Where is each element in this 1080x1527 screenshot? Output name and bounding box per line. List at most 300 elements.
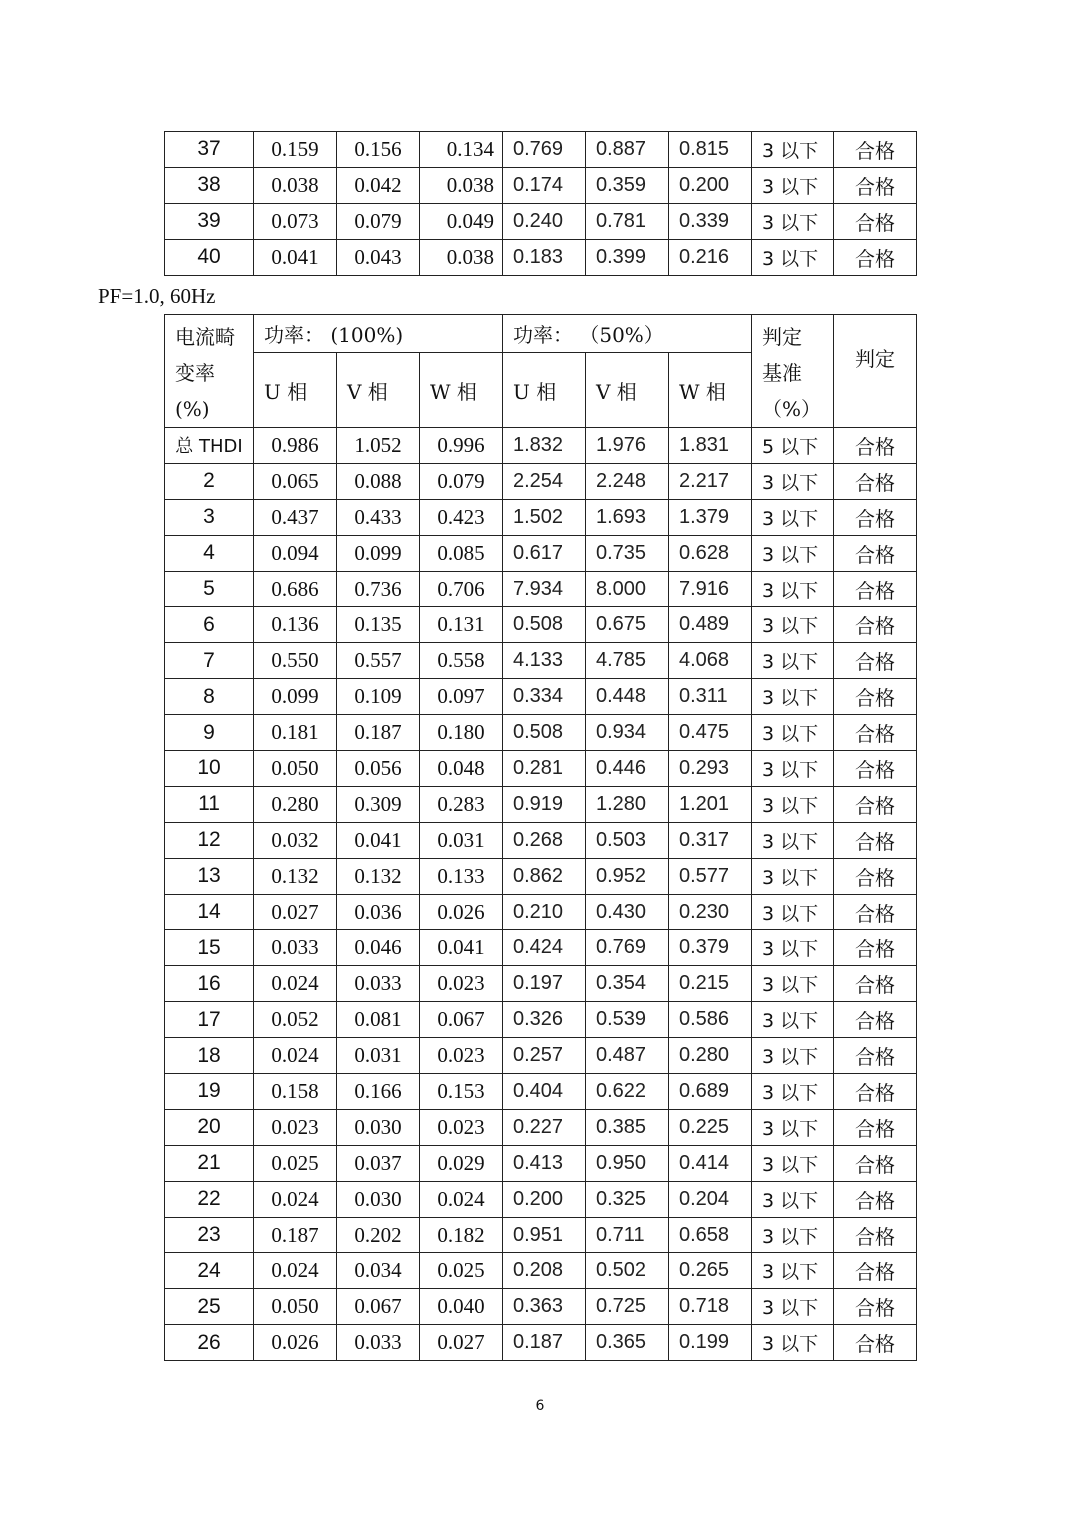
cell-criteria: 3 以下: [752, 132, 834, 168]
cell-u-50: 0.257: [503, 1038, 586, 1074]
cell-result: 合格: [834, 1074, 917, 1110]
cell-v-50: 0.354: [586, 966, 669, 1002]
cell-w-50: 0.204: [669, 1181, 752, 1217]
table-row: [165, 1217, 917, 1253]
header-phase-v-50: V 相: [586, 353, 669, 428]
cell-u-50: 0.404: [503, 1074, 586, 1110]
cell-result: 合格: [834, 1002, 917, 1038]
cell-v-50: 0.399: [586, 239, 669, 275]
cell-v-50: 0.711: [586, 1217, 669, 1253]
cell-w-50: 0.311: [669, 679, 752, 715]
header-judgement: 判定: [834, 315, 917, 428]
table-row: [165, 132, 917, 168]
cell-result: 合格: [834, 715, 917, 751]
table-row: [165, 571, 917, 607]
cell-v-50: 0.725: [586, 1289, 669, 1325]
cell-u-50: 0.919: [503, 786, 586, 822]
table-row: [165, 167, 917, 203]
cell-v-100: 0.041: [337, 822, 420, 858]
cell-u-100: 0.027: [254, 894, 337, 930]
table-row: [165, 1145, 917, 1181]
cell-criteria: 3 以下: [752, 463, 834, 499]
cell-order: 8: [165, 679, 254, 715]
cell-result: 合格: [834, 1181, 917, 1217]
cell-w-100: 0.024: [420, 1181, 503, 1217]
cell-w-100: 0.097: [420, 679, 503, 715]
cell-w-50: 1.201: [669, 786, 752, 822]
cell-order: 14: [165, 894, 254, 930]
cell-v-50: 0.539: [586, 1002, 669, 1038]
cell-u-100: 0.099: [254, 679, 337, 715]
header-phase-u-50: U 相: [503, 353, 586, 428]
header-rate-line1: 电流畸: [175, 325, 235, 349]
cell-v-100: 0.034: [337, 1253, 420, 1289]
cell-u-50: 0.208: [503, 1253, 586, 1289]
cell-u-50: 0.326: [503, 1002, 586, 1038]
table-row: [165, 715, 917, 751]
cell-v-100: 0.109: [337, 679, 420, 715]
table-row: [165, 643, 917, 679]
cell-order: 6: [165, 607, 254, 643]
cell-u-50: 0.187: [503, 1325, 586, 1361]
cell-order: 15: [165, 930, 254, 966]
cell-criteria: 3 以下: [752, 1145, 834, 1181]
cell-v-50: 0.365: [586, 1325, 669, 1361]
cell-v-50: 2.248: [586, 463, 669, 499]
cell-criteria: 3 以下: [752, 1325, 834, 1361]
cell-u-50: 4.133: [503, 643, 586, 679]
cell-w-100: 0.040: [420, 1289, 503, 1325]
cell-v-100: 0.309: [337, 786, 420, 822]
cell-result: 合格: [834, 499, 917, 535]
cell-v-50: 0.385: [586, 1109, 669, 1145]
cell-v-100: 0.042: [337, 167, 420, 203]
top-table-body: [165, 132, 917, 276]
cell-w-100: 0.706: [420, 571, 503, 607]
cell-order: 40: [165, 239, 254, 275]
table-row: [165, 858, 917, 894]
cell-criteria: 3 以下: [752, 1253, 834, 1289]
cell-order: 5: [165, 571, 254, 607]
table-row: [165, 751, 917, 787]
table-row: [165, 822, 917, 858]
cell-u-50: 0.210: [503, 894, 586, 930]
cell-w-100: 0.558: [420, 643, 503, 679]
header-criteria-line2: 基准: [762, 361, 802, 385]
cell-v-100: 0.132: [337, 858, 420, 894]
cell-result: 合格: [834, 203, 917, 239]
cell-result: 合格: [834, 1253, 917, 1289]
cell-w-50: 0.586: [669, 1002, 752, 1038]
cell-criteria: 3 以下: [752, 239, 834, 275]
cell-v-100: 0.135: [337, 607, 420, 643]
cell-w-100: 0.182: [420, 1217, 503, 1253]
cell-criteria: 3 以下: [752, 1109, 834, 1145]
cell-result: 合格: [834, 1038, 917, 1074]
cell-criteria: 3 以下: [752, 167, 834, 203]
cell-u-100: 0.159: [254, 132, 337, 168]
cell-w-50: 0.293: [669, 751, 752, 787]
table-row: [165, 1325, 917, 1361]
harmonics-table-continued: [164, 131, 917, 276]
cell-order: 38: [165, 167, 254, 203]
cell-v-50: 0.487: [586, 1038, 669, 1074]
table-row: [165, 1109, 917, 1145]
cell-v-100: 0.557: [337, 643, 420, 679]
cell-result: 合格: [834, 463, 917, 499]
cell-order: 12: [165, 822, 254, 858]
cell-u-50: 7.934: [503, 571, 586, 607]
cell-u-100: 0.024: [254, 1253, 337, 1289]
cell-w-50: 0.475: [669, 715, 752, 751]
cell-order: 39: [165, 203, 254, 239]
cell-u-50: 1.832: [503, 428, 586, 464]
cell-order: 10: [165, 751, 254, 787]
cell-order: 总 THDI: [165, 428, 254, 464]
cell-u-100: 0.023: [254, 1109, 337, 1145]
cell-criteria: 3 以下: [752, 643, 834, 679]
cell-v-100: 0.202: [337, 1217, 420, 1253]
cell-criteria: 3 以下: [752, 1217, 834, 1253]
cell-criteria: 3 以下: [752, 499, 834, 535]
cell-w-100: 0.131: [420, 607, 503, 643]
cell-result: 合格: [834, 858, 917, 894]
cell-u-50: 0.183: [503, 239, 586, 275]
cell-u-100: 0.024: [254, 966, 337, 1002]
cell-w-50: 0.577: [669, 858, 752, 894]
cell-w-100: 0.134: [420, 132, 503, 168]
header-power-50: 功率： （50%）: [503, 315, 752, 353]
cell-result: 合格: [834, 1217, 917, 1253]
cell-result: 合格: [834, 1289, 917, 1325]
cell-w-100: 0.026: [420, 894, 503, 930]
cell-result: 合格: [834, 679, 917, 715]
cell-criteria: 3 以下: [752, 894, 834, 930]
cell-result: 合格: [834, 535, 917, 571]
cell-u-100: 0.065: [254, 463, 337, 499]
cell-result: 合格: [834, 239, 917, 275]
cell-w-50: 0.317: [669, 822, 752, 858]
cell-order: 17: [165, 1002, 254, 1038]
cell-v-100: 0.030: [337, 1181, 420, 1217]
cell-w-100: 0.029: [420, 1145, 503, 1181]
cell-w-100: 0.025: [420, 1253, 503, 1289]
cell-w-50: 0.225: [669, 1109, 752, 1145]
cell-u-100: 0.073: [254, 203, 337, 239]
header-power-100: 功率： (100%): [254, 315, 503, 353]
table-row: [165, 930, 917, 966]
cell-u-50: 0.200: [503, 1181, 586, 1217]
cell-criteria: 3 以下: [752, 535, 834, 571]
cell-order: 24: [165, 1253, 254, 1289]
cell-u-50: 0.197: [503, 966, 586, 1002]
cell-w-100: 0.996: [420, 428, 503, 464]
cell-w-50: 0.280: [669, 1038, 752, 1074]
cell-criteria: 3 以下: [752, 751, 834, 787]
cell-criteria: 3 以下: [752, 1074, 834, 1110]
cell-result: 合格: [834, 428, 917, 464]
cell-w-100: 0.079: [420, 463, 503, 499]
cell-w-50: 0.815: [669, 132, 752, 168]
cell-order: 26: [165, 1325, 254, 1361]
cell-result: 合格: [834, 1109, 917, 1145]
cell-w-100: 0.023: [420, 966, 503, 1002]
cell-u-100: 0.686: [254, 571, 337, 607]
cell-order: 4: [165, 535, 254, 571]
cell-u-100: 0.132: [254, 858, 337, 894]
cell-order: 25: [165, 1289, 254, 1325]
cell-result: 合格: [834, 607, 917, 643]
table-row: [165, 1181, 917, 1217]
cell-v-100: 0.433: [337, 499, 420, 535]
cell-w-100: 0.180: [420, 715, 503, 751]
cell-w-100: 0.038: [420, 167, 503, 203]
cell-u-50: 0.268: [503, 822, 586, 858]
cell-w-100: 0.049: [420, 203, 503, 239]
cell-v-50: 0.781: [586, 203, 669, 239]
cell-criteria: 3 以下: [752, 1289, 834, 1325]
cell-v-50: 1.693: [586, 499, 669, 535]
cell-result: 合格: [834, 643, 917, 679]
cell-result: 合格: [834, 786, 917, 822]
table-row: [165, 239, 917, 275]
cell-v-50: 8.000: [586, 571, 669, 607]
header-rate-line2: 变率: [175, 361, 215, 385]
cell-w-100: 0.067: [420, 1002, 503, 1038]
cell-u-50: 0.862: [503, 858, 586, 894]
cell-u-50: 0.769: [503, 132, 586, 168]
cell-v-100: 0.081: [337, 1002, 420, 1038]
cell-v-100: 0.067: [337, 1289, 420, 1325]
cell-result: 合格: [834, 1325, 917, 1361]
cell-criteria: 3 以下: [752, 1181, 834, 1217]
cell-criteria: 3 以下: [752, 786, 834, 822]
cell-order: 3: [165, 499, 254, 535]
cell-v-50: 0.950: [586, 1145, 669, 1181]
harmonics-table: [164, 314, 917, 1361]
table-row: [165, 203, 917, 239]
cell-w-50: 0.658: [669, 1217, 752, 1253]
cell-w-100: 0.027: [420, 1325, 503, 1361]
cell-result: 合格: [834, 167, 917, 203]
header-phase-u-100: U 相: [254, 353, 337, 428]
cell-u-100: 0.550: [254, 643, 337, 679]
cell-w-100: 0.085: [420, 535, 503, 571]
page-number: 6: [535, 1398, 545, 1414]
cell-v-50: 0.503: [586, 822, 669, 858]
cell-u-100: 0.033: [254, 930, 337, 966]
header-criteria: [752, 315, 834, 428]
cell-order: 13: [165, 858, 254, 894]
cell-w-100: 0.048: [420, 751, 503, 787]
cell-v-100: 0.156: [337, 132, 420, 168]
cell-w-50: 1.831: [669, 428, 752, 464]
main-table-body: [165, 428, 917, 1361]
cell-u-50: 0.281: [503, 751, 586, 787]
cell-u-50: 0.951: [503, 1217, 586, 1253]
cell-u-100: 0.158: [254, 1074, 337, 1110]
table-row: [165, 679, 917, 715]
cell-w-50: 0.689: [669, 1074, 752, 1110]
cell-criteria: 3 以下: [752, 1002, 834, 1038]
cell-u-100: 0.041: [254, 239, 337, 275]
cell-order: 16: [165, 966, 254, 1002]
cell-v-100: 0.088: [337, 463, 420, 499]
cell-u-100: 0.026: [254, 1325, 337, 1361]
cell-u-50: 0.424: [503, 930, 586, 966]
cell-w-50: 0.215: [669, 966, 752, 1002]
cell-u-100: 0.986: [254, 428, 337, 464]
cell-w-100: 0.038: [420, 239, 503, 275]
cell-criteria: 3 以下: [752, 607, 834, 643]
cell-criteria: 3 以下: [752, 203, 834, 239]
cell-v-100: 0.046: [337, 930, 420, 966]
cell-u-100: 0.024: [254, 1038, 337, 1074]
cell-order: 18: [165, 1038, 254, 1074]
table-row: [165, 786, 917, 822]
cell-v-100: 0.043: [337, 239, 420, 275]
cell-result: 合格: [834, 966, 917, 1002]
cell-v-50: 1.976: [586, 428, 669, 464]
cell-v-100: 0.099: [337, 535, 420, 571]
cell-w-100: 0.023: [420, 1038, 503, 1074]
cell-w-100: 0.041: [420, 930, 503, 966]
cell-v-100: 0.033: [337, 966, 420, 1002]
cell-w-50: 0.718: [669, 1289, 752, 1325]
cell-v-100: 0.030: [337, 1109, 420, 1145]
cell-u-100: 0.024: [254, 1181, 337, 1217]
cell-order: 9: [165, 715, 254, 751]
cell-w-50: 4.068: [669, 643, 752, 679]
cell-u-50: 0.363: [503, 1289, 586, 1325]
cell-criteria: 3 以下: [752, 571, 834, 607]
cell-criteria: 3 以下: [752, 1038, 834, 1074]
table-row: [165, 1289, 917, 1325]
cell-v-50: 0.359: [586, 167, 669, 203]
cell-order: 37: [165, 132, 254, 168]
cell-u-100: 0.280: [254, 786, 337, 822]
cell-w-100: 0.153: [420, 1074, 503, 1110]
table-row: [165, 535, 917, 571]
cell-u-50: 0.174: [503, 167, 586, 203]
header-distortion-rate: [165, 315, 254, 428]
cell-v-50: 0.952: [586, 858, 669, 894]
cell-order: 19: [165, 1074, 254, 1110]
cell-u-100: 0.187: [254, 1217, 337, 1253]
cell-v-100: 0.056: [337, 751, 420, 787]
header-phase-w-50: W 相: [669, 353, 752, 428]
cell-w-50: 0.628: [669, 535, 752, 571]
cell-v-100: 0.736: [337, 571, 420, 607]
cell-v-50: 1.280: [586, 786, 669, 822]
table-row: [165, 966, 917, 1002]
cell-v-50: 4.785: [586, 643, 669, 679]
table-row: [165, 428, 917, 464]
cell-u-50: 0.240: [503, 203, 586, 239]
cell-v-100: 0.033: [337, 1325, 420, 1361]
cell-w-100: 0.283: [420, 786, 503, 822]
cell-u-100: 0.181: [254, 715, 337, 751]
table-row: [165, 607, 917, 643]
cell-order: 23: [165, 1217, 254, 1253]
cell-v-50: 0.735: [586, 535, 669, 571]
cell-criteria: 5 以下: [752, 428, 834, 464]
cell-u-100: 0.032: [254, 822, 337, 858]
cell-result: 合格: [834, 751, 917, 787]
cell-result: 合格: [834, 132, 917, 168]
cell-v-100: 1.052: [337, 428, 420, 464]
header-criteria-line1: 判定: [762, 325, 802, 349]
cell-v-50: 0.430: [586, 894, 669, 930]
cell-criteria: 3 以下: [752, 715, 834, 751]
table-row: [165, 463, 917, 499]
cell-w-50: 0.414: [669, 1145, 752, 1181]
cell-v-100: 0.031: [337, 1038, 420, 1074]
header-phase-w-100: W 相: [420, 353, 503, 428]
cell-w-50: 1.379: [669, 499, 752, 535]
table-row: [165, 1253, 917, 1289]
cell-criteria: 3 以下: [752, 679, 834, 715]
cell-v-50: 0.325: [586, 1181, 669, 1217]
cell-w-100: 0.031: [420, 822, 503, 858]
cell-v-50: 0.448: [586, 679, 669, 715]
cell-v-50: 0.887: [586, 132, 669, 168]
header-criteria-line3: （%）: [762, 397, 822, 421]
cell-w-100: 0.423: [420, 499, 503, 535]
cell-u-50: 2.254: [503, 463, 586, 499]
cell-u-100: 0.136: [254, 607, 337, 643]
cell-criteria: 3 以下: [752, 822, 834, 858]
cell-u-100: 0.050: [254, 1289, 337, 1325]
cell-order: 11: [165, 786, 254, 822]
cell-v-100: 0.166: [337, 1074, 420, 1110]
cell-u-50: 0.413: [503, 1145, 586, 1181]
cell-w-50: 0.200: [669, 167, 752, 203]
cell-result: 合格: [834, 822, 917, 858]
cell-criteria: 3 以下: [752, 858, 834, 894]
cell-u-50: 0.508: [503, 607, 586, 643]
cell-criteria: 3 以下: [752, 966, 834, 1002]
cell-u-50: 0.617: [503, 535, 586, 571]
table-row: [165, 1002, 917, 1038]
cell-v-100: 0.037: [337, 1145, 420, 1181]
cell-w-100: 0.023: [420, 1109, 503, 1145]
cell-w-100: 0.133: [420, 858, 503, 894]
cell-w-50: 7.916: [669, 571, 752, 607]
cell-u-100: 0.052: [254, 1002, 337, 1038]
cell-w-50: 2.217: [669, 463, 752, 499]
cell-w-50: 0.230: [669, 894, 752, 930]
cell-w-50: 0.339: [669, 203, 752, 239]
cell-w-50: 0.216: [669, 239, 752, 275]
cell-u-100: 0.437: [254, 499, 337, 535]
cell-order: 20: [165, 1109, 254, 1145]
header-phase-v-100: V 相: [337, 353, 420, 428]
cell-order: 21: [165, 1145, 254, 1181]
cell-w-50: 0.379: [669, 930, 752, 966]
cell-u-100: 0.094: [254, 535, 337, 571]
cell-result: 合格: [834, 894, 917, 930]
cell-w-50: 0.265: [669, 1253, 752, 1289]
table-row: [165, 1038, 917, 1074]
cell-order: 2: [165, 463, 254, 499]
cell-v-50: 0.622: [586, 1074, 669, 1110]
cell-result: 合格: [834, 930, 917, 966]
cell-u-100: 0.025: [254, 1145, 337, 1181]
cell-result: 合格: [834, 571, 917, 607]
cell-u-50: 1.502: [503, 499, 586, 535]
header-rate-line3: (%): [175, 397, 210, 421]
